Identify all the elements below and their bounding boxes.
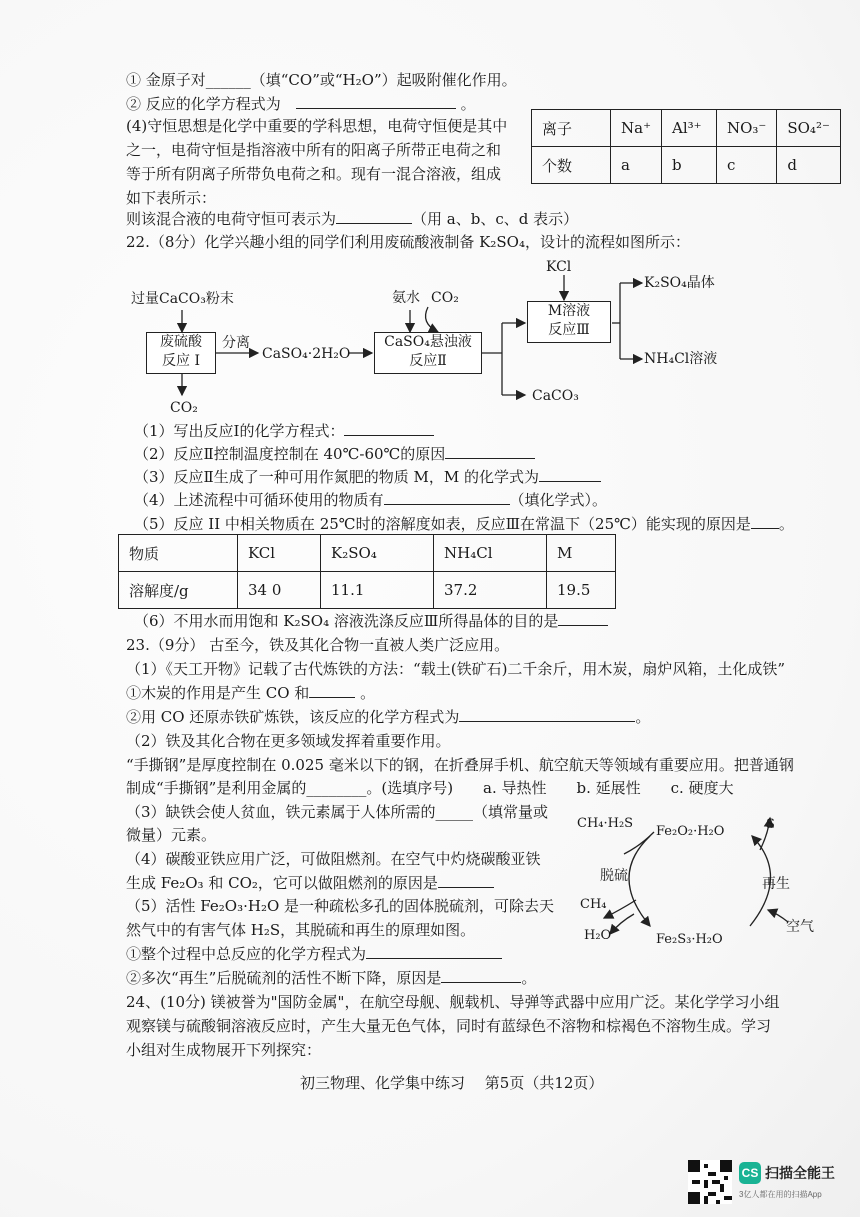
q23-3a: （3）缺铁会使人贫血，铁元素属于人体所需的_____（填常量或 [126, 803, 549, 821]
flow-box-reaction-3 [527, 301, 611, 343]
q23-1b: ②用 CO 还原赤铁矿炼铁，该反应的化学方程式为 。 [126, 708, 651, 726]
answer-blank [539, 467, 601, 482]
table-cell: KCl [238, 535, 321, 572]
answer-blank [558, 611, 608, 626]
table-cell: 34 0 [238, 572, 321, 609]
flow-co2-input: CO₂ [431, 290, 459, 306]
qr-code-icon [688, 1160, 732, 1204]
q22-5-text: （5）反应 II 中相关物质在 25℃时的溶解度如表，反应Ⅲ在常温下（25℃）能实现的原因是 [134, 515, 751, 533]
q23-5c-text: ①整个过程中总反应的化学方程式为 [126, 945, 367, 963]
solubility-table-row [119, 572, 616, 609]
q23-1a: ①木炭的作用是产生 CO 和 。 [126, 684, 376, 702]
table-cell: 物质 [119, 535, 238, 572]
table-cell: NO₃⁻ [717, 110, 777, 147]
table-cell: 溶解度/g [119, 572, 238, 609]
cycle-ch4: CH₄ [580, 897, 607, 912]
q22-title: 22.（8分）化学兴趣小组的同学们利用废硫酸液制备 K₂SO₄，设计的流程如图所示： [126, 233, 690, 251]
q21-4-line5-hint: （用 a、b、c、d 表示） [412, 210, 579, 228]
q21-3-part1: ① 金原子对______（填“CO”或“H₂O”）起吸附催化作用。 [126, 71, 517, 89]
q22-6-text: （6）不用水而用饱和 K₂SO₄ 溶液洗涤反应Ⅲ所得晶体的目的是 [134, 612, 559, 630]
q23-1: （1）《天工开物》记载了古代炼铁的方法：“载土(铁矿石)二千余斤，用木炭，扇炉风箱，土化成铁” [126, 660, 786, 678]
q21-4-line3: 等于所有阴离子所带负电荷之和。现有一混合溶液，组成 [126, 165, 502, 183]
q24-line3: 小组对生成物展开下列探究： [126, 1041, 322, 1059]
q21-4-line5 [126, 209, 578, 229]
q21-4-line2: 之一，电荷守恒是指溶液中所有的阳离子所带正电荷之和 [126, 141, 502, 159]
q23-1b-text: ②用 CO 还原赤铁矿炼铁，该反应的化学方程式为 [126, 708, 460, 726]
flow-k2so4-crystal: K₂SO₄晶体 [644, 275, 715, 291]
flow-ammonia: 氨水 [392, 290, 420, 306]
cycle-fe2s3-h2o: Fe₂S₃·H₂O [656, 932, 723, 947]
q22-4-text: （4）上述流程中可循环使用的物质有 [134, 491, 384, 509]
ion-table [531, 109, 841, 184]
solubility-table-header [119, 535, 616, 572]
cycle-desulfurize-label: 脱硫 [600, 868, 628, 884]
answer-blank [344, 421, 434, 436]
box-line: 废硫酸 [160, 334, 202, 350]
flow-box-reaction-2 [374, 332, 482, 374]
q23-2: （2）铁及其化合物在更多领域发挥着重要作用。 [126, 732, 451, 750]
q22-6 [134, 611, 608, 631]
answer-blank [438, 873, 494, 888]
table-cell: NH₄Cl [434, 535, 547, 572]
q24-line1: 24、(10分) 镁被誉为"国防金属"，在航空母舰、舰载机、导弹等武器中应用广泛。某化学学习小组 [126, 993, 780, 1011]
q22-3-text: （3）反应Ⅱ生成了一种可用作氮肥的物质 M，M 的化学式为 [134, 468, 539, 486]
q23-3b: 微量）元素。 [126, 826, 217, 844]
q23-4a: （4）碳酸亚铁应用广泛，可做阻燃剂。在空气中灼烧碳酸亚铁 [126, 850, 541, 868]
q22-1-text: （1）写出反应Ⅰ的化学方程式： [134, 422, 345, 440]
table-cell: b [662, 147, 717, 184]
camscanner-tagline: 3亿人都在用的扫描App [739, 1190, 822, 1199]
box-line: CaSO₄悬浊液 [384, 334, 472, 350]
flow-kcl-input: KCl [546, 259, 572, 275]
table-cell: 个数 [532, 147, 611, 184]
q21-4-line4: 如下表所示： [126, 189, 217, 207]
answer-blank [751, 514, 779, 529]
table-cell: d [777, 147, 841, 184]
table-cell: 19.5 [547, 572, 616, 609]
q22-3 [134, 467, 601, 487]
flow-nh4cl-solution: NH₄Cl溶液 [644, 351, 718, 367]
flow-co2-output: CO₂ [170, 400, 198, 416]
flow-separate-label: 分离 [222, 335, 250, 351]
flow-box-reaction-1 [146, 332, 216, 374]
q22-2 [134, 444, 535, 464]
q22-5: （5）反应 II 中相关物质在 25℃时的溶解度如表，反应Ⅲ在常温下（25℃）能实现的原因是 。 [134, 515, 794, 533]
flow-caco3-input: 过量CaCO₃粉末 [131, 291, 234, 307]
cycle-ch4-h2s: CH₄·H₂S [577, 816, 634, 831]
answer-blank [441, 968, 521, 983]
box-line: 反应Ⅲ [548, 322, 590, 338]
q23-5c [126, 944, 502, 964]
table-cell: 37.2 [434, 572, 547, 609]
camscanner-logo: CS [739, 1162, 761, 1184]
q21-4-line1: (4)守恒思想是化学中重要的学科思想，电荷守恒便是其中 [126, 117, 508, 135]
box-line: M溶液 [547, 303, 591, 319]
page-footer: 初三物理、化学集中练习 第5页（共12页） [300, 1074, 604, 1092]
cycle-air: 空气 [786, 919, 814, 935]
ion-table-header [532, 110, 841, 147]
q23-5b: 然气中的有害气体 H₂S，其脱硫和再生的原理如图。 [126, 921, 476, 939]
cycle-fe2o3-h2o: Fe₂O₂·H₂O [656, 824, 725, 839]
camscanner-brand-name: 扫描全能王 [765, 1165, 835, 1181]
q23-4b-text: 生成 Fe₂O₃ 和 CO₂，它可以做阻燃剂的原因是 [126, 874, 438, 892]
cycle-h2o: H₂O [584, 928, 612, 943]
table-cell: 11.1 [321, 572, 434, 609]
answer-blank [459, 707, 635, 722]
q23-5d-text: ②多次“再生”后脱硫剂的活性不断下降，原因是 [126, 969, 442, 987]
q23-2b: 制成“手撕钢”是利用金属的________。(选填序号) a. 导热性 b. 延展性 c. 硬度大 [126, 779, 734, 797]
q23-2a: “手撕钢”是厚度控制在 0.025 毫米以下的钢，在折叠屏手机、航空航天等领域有重要应用。把普通钢 [126, 756, 794, 774]
q23-1a-text: ①木炭的作用是产生 CO 和 [126, 684, 310, 702]
ion-table-row [532, 147, 841, 184]
flow-caco3-output: CaCO₃ [532, 388, 579, 404]
cycle-regenerate-label: 再生 [762, 876, 790, 892]
q22-4-hint: （填化学式）。 [509, 491, 608, 509]
q23-4b [126, 873, 494, 893]
answer-blank [336, 209, 412, 224]
q21-4-line5-text: 则该混合液的电荷守恒可表示为 [126, 210, 337, 228]
q22-1 [134, 421, 434, 441]
answer-blank [366, 944, 502, 959]
answer-blank [384, 490, 510, 505]
q23-title: 23.（9分） 古至今，铁及其化合物一直被人类广泛应用。 [126, 636, 510, 654]
solubility-table [118, 534, 616, 609]
table-cell: M [547, 535, 616, 572]
table-cell: Na⁺ [611, 110, 662, 147]
q23-5a: （5）活性 Fe₂O₃·H₂O 是一种疏松多孔的固体脱硫剂，可除去天 [126, 897, 555, 915]
answer-blank [445, 444, 535, 459]
box-line: 反应 I [162, 353, 200, 369]
box-line: 反应Ⅱ [409, 353, 447, 369]
q21-3-part2: ② 反应的化学方程式为 。 [126, 95, 476, 113]
answer-blank [309, 683, 355, 698]
table-cell: K₂SO₄ [321, 535, 434, 572]
table-cell: a [611, 147, 662, 184]
answer-blank [296, 94, 456, 109]
q23-5d: ②多次“再生”后脱硫剂的活性不断下降，原因是 。 [126, 969, 537, 987]
q21-3-part2-text: ② 反应的化学方程式为 [126, 95, 281, 113]
q22-4 [134, 490, 607, 510]
table-cell: Al³⁺ [662, 110, 717, 147]
table-cell: SO₄²⁻ [777, 110, 841, 147]
q24-line2: 观察镁与硫酸铜溶液反应时，产生大量无色气体，同时有蓝绿色不溶物和棕褐色不溶物生成。学习 [126, 1017, 772, 1035]
q22-2-text: （2）反应Ⅱ控制温度控制在 40℃-60℃的原因 [134, 445, 446, 463]
table-cell: c [717, 147, 777, 184]
flow-caso4-2h2o: CaSO₄·2H₂O [262, 346, 351, 362]
cycle-s: S [766, 817, 775, 832]
table-cell: 离子 [532, 110, 611, 147]
